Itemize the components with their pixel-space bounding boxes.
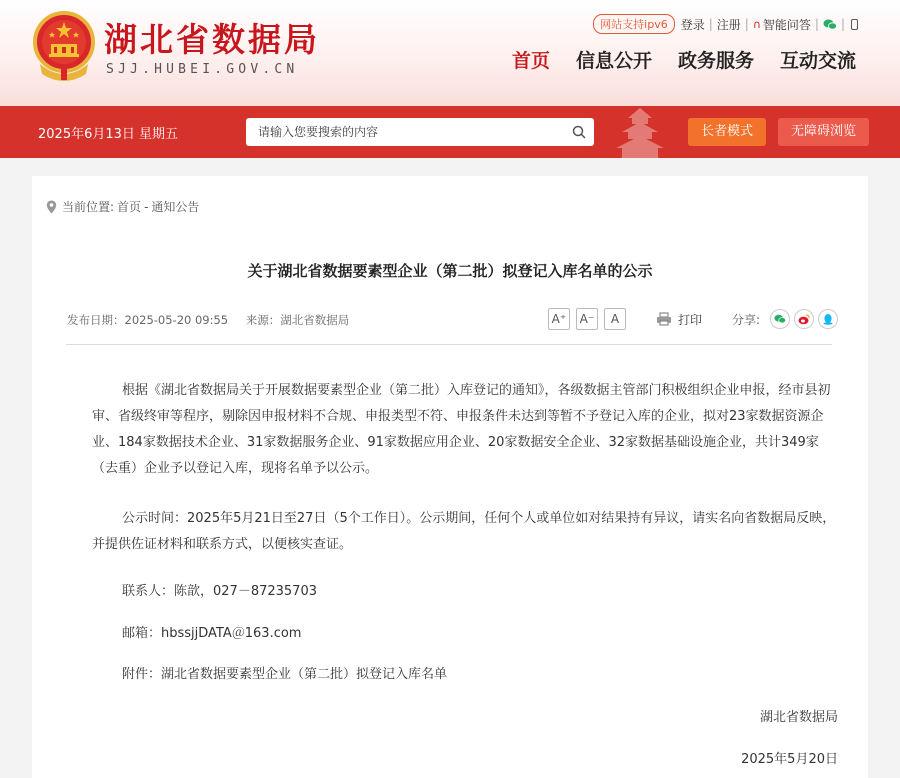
print-button[interactable] <box>656 311 702 328</box>
accessible-browse-button[interactable]: 无障碍浏览 <box>778 118 869 146</box>
top-links <box>593 14 858 34</box>
nav-interaction[interactable]: 互动交流 <box>779 50 856 72</box>
nav-gov-services[interactable]: 政务服务 <box>677 50 754 72</box>
site-domain: SJJ.HUBEI.GOV.CN <box>106 62 299 77</box>
share-qq-button[interactable] <box>818 309 838 329</box>
share-wechat-button[interactable] <box>770 309 790 329</box>
contact-email: 邮箱：hbssjjDATA＠163.com <box>122 626 302 641</box>
separator: | <box>744 17 749 31</box>
search-icon[interactable] <box>564 118 594 146</box>
register-link[interactable]: 注册 <box>716 17 741 32</box>
attachment-link[interactable]: 附件：湖北省数据要素型企业（第二批）拟登记入库名单 <box>122 667 448 682</box>
mobile-icon[interactable] <box>851 19 858 30</box>
contact-info: 联系人：陈歆，027－87235703 <box>122 584 317 599</box>
meta-divider <box>66 344 832 345</box>
smart-qa-link[interactable]: 智能问答 <box>762 17 811 32</box>
breadcrumb-home[interactable]: 首页 <box>117 200 142 214</box>
article-source: 来源：湖北省数据局 <box>245 313 350 327</box>
article-paragraph-2: 公示时间：2025年5月21日至27日（5个工作日）。公示期间，任何个人或单位如对结果持有异议，请实名向省数据局反映，并提供佐证材料和联系方式，以便核实查证。 <box>92 511 836 552</box>
headset-icon: ∩ <box>752 17 761 31</box>
login-link[interactable]: 登录 <box>680 17 705 32</box>
font-smaller-button[interactable]: A⁻ <box>576 308 598 330</box>
breadcrumb-separator: - <box>144 199 149 214</box>
current-date: 2025年6月13日 星期五 <box>38 127 179 142</box>
wechat-icon <box>774 314 786 324</box>
weibo-icon <box>798 314 810 325</box>
printer-icon <box>656 312 672 326</box>
separator: | <box>814 17 819 31</box>
nav-home[interactable]: 首页 <box>511 50 550 72</box>
breadcrumb-prefix: 当前位置: <box>62 200 115 214</box>
national-emblem-icon[interactable] <box>32 10 96 82</box>
search-input[interactable] <box>246 125 564 139</box>
nav-info-disclosure[interactable]: 信息公开 <box>575 50 652 72</box>
article-tools <box>548 308 838 330</box>
article-paragraph-1: 根据《湖北省数据局关于开展数据要素型企业（第二批）入库登记的通知》，各级数据主管部门积极组织企业申报，经市县初审、省级终审等程序，剔除因申报材料不合规、申报类型不符、申报条件未达到等暂不予登记入库的企业，拟对23家数据资源企业、184家数据技术企业、31家数据服务企业、91家数据应用企业、20家数据安全企业、32家数据基础设施企业，共计349家（去重）企业予以登记入库，现将名单予以公示。 <box>92 383 831 476</box>
qq-icon <box>822 313 834 325</box>
font-larger-button[interactable]: A⁺ <box>548 308 570 330</box>
yellow-crane-tower-decoration <box>580 106 700 158</box>
share-weibo-button[interactable] <box>794 309 814 329</box>
separator: | <box>840 17 845 31</box>
elder-mode-button[interactable]: 长者模式 <box>688 118 766 146</box>
publish-date: 发布日期：2025-05-20 09:55 <box>67 313 229 327</box>
breadcrumb-current[interactable]: 通知公告 <box>151 200 200 214</box>
wechat-icon[interactable] <box>823 19 837 30</box>
signer: 湖北省数据局 <box>759 710 838 725</box>
site-header <box>0 0 900 106</box>
ipv6-badge: 网站支持ipv6 <box>593 14 675 34</box>
share-label: 分享: <box>731 312 760 327</box>
print-label: 打印 <box>677 312 702 327</box>
main-nav <box>512 46 856 73</box>
article-title: 关于湖北省数据要素型企业（第二批）拟登记入库名单的公示 <box>247 262 653 280</box>
article-panel <box>32 176 868 778</box>
article-meta <box>67 312 349 328</box>
site-title[interactable]: 湖北省数据局 <box>104 20 320 59</box>
search-box <box>246 118 594 146</box>
breadcrumb <box>46 198 199 215</box>
utility-bar <box>0 106 900 158</box>
sign-date: 2025年5月20日 <box>741 752 838 767</box>
font-default-button[interactable]: A <box>604 308 626 330</box>
location-pin-icon <box>46 200 57 214</box>
separator: | <box>708 17 713 31</box>
